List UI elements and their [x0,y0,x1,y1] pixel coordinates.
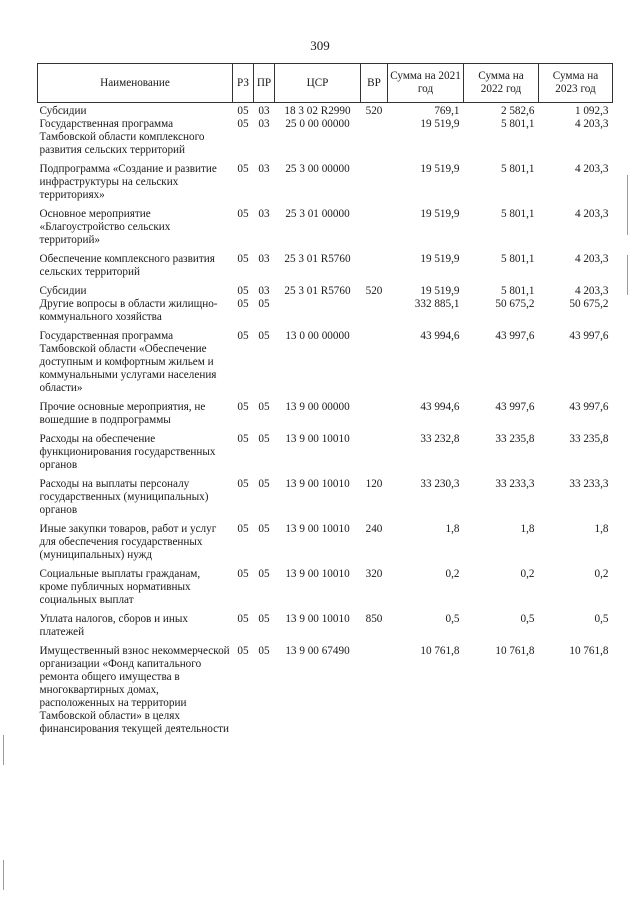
table-row [38,562,613,607]
row-vr: 320 [365,568,383,580]
row-sum-2023: 1 092,3 [574,105,609,117]
row-name: Социальные выплаты гражданам, кроме публичных нормативных социальных выплат [39,568,201,606]
row-name: Субсидии [39,285,87,297]
table-row [38,472,613,517]
page-number: 309 [310,38,330,53]
row-vr: 120 [365,478,383,490]
row-pr: 03 [258,163,270,175]
row-sum-2022: 2 582,6 [500,105,535,117]
header-sum-2022: Сумма на 2022 год [464,64,539,103]
row-sum-2021: 19 519,9 [420,253,460,265]
row-sum-2022: 43 997,6 [495,330,535,342]
table-row [38,639,613,736]
row-rz: 05 [237,253,249,265]
row-csr: 13 0 00 00000 [285,330,350,342]
row-pr: 05 [258,298,270,310]
row-csr [275,298,361,324]
row-csr: 25 3 01 R5760 [284,253,351,265]
table-row [38,279,613,298]
row-sum-2022: 5 801,1 [500,285,535,297]
row-sum-2023: 4 203,3 [574,285,609,297]
row-sum-2021: 0,2 [445,568,460,580]
budget-table [37,63,613,736]
row-sum-2021: 0,5 [445,613,460,625]
row-pr: 05 [258,523,270,535]
table-row [38,298,613,324]
row-sum-2022: 10 761,8 [495,645,535,657]
row-vr [361,298,388,324]
row-sum-2023: 4 203,3 [574,118,609,130]
row-vr [361,395,388,427]
header-name: Наименование [38,64,233,103]
row-csr: 25 0 00 00000 [285,118,350,130]
table-row [38,517,613,562]
row-pr: 03 [258,105,270,117]
row-rz: 05 [237,163,249,175]
row-pr: 05 [258,478,270,490]
row-name: Обеспечение комплексного развития сельских территорий [39,253,215,278]
scan-edge-mark [3,860,4,890]
row-sum-2021: 43 994,6 [420,401,460,413]
row-csr: 13 9 00 10010 [285,478,350,490]
row-rz: 05 [237,330,249,342]
row-name: Имущественный взнос некоммерческой организации «Фонд капитального ремонта общего имущества в многоквартирных домах, расположенных на территории Тамбовской области» в целях финансирования текущей деятельности [39,645,230,735]
row-csr: 25 3 01 R5760 [284,285,351,297]
row-sum-2022: 33 235,8 [495,433,535,445]
scan-edge-mark [3,735,4,765]
header-csr: ЦСР [275,64,361,103]
table-row [38,427,613,472]
row-vr [361,324,388,395]
row-csr: 13 9 00 10010 [285,613,350,625]
row-sum-2021: 10 761,8 [420,645,460,657]
row-sum-2023: 4 203,3 [574,253,609,265]
row-sum-2022: 5 801,1 [500,118,535,130]
row-name: Государственная программа Тамбовской области комплексного развития сельских территорий [39,118,205,156]
row-sum-2022: 1,8 [520,523,535,535]
row-vr [361,118,388,157]
row-rz: 05 [237,285,249,297]
row-sum-2023: 43 997,6 [569,401,609,413]
row-sum-2022: 0,2 [520,568,535,580]
row-pr: 05 [258,568,270,580]
row-pr: 03 [258,285,270,297]
row-sum-2021: 19 519,9 [420,285,460,297]
table-row [38,103,613,119]
row-rz: 05 [237,208,249,220]
row-name: Иные закупки товаров, работ и услуг для обеспечения государственных (муниципальных) нужд [39,523,217,561]
row-rz: 05 [237,523,249,535]
row-vr: 240 [365,523,383,535]
row-vr: 520 [365,285,383,297]
row-sum-2022: 5 801,1 [500,253,535,265]
row-pr: 05 [258,330,270,342]
row-sum-2023: 1,8 [594,523,609,535]
row-pr: 03 [258,208,270,220]
table-header-row [38,64,613,103]
row-sum-2022: 50 675,2 [495,298,535,310]
row-csr: 25 3 01 00000 [285,208,350,220]
table-row [38,157,613,202]
table-row [38,395,613,427]
row-csr: 13 9 00 10010 [285,433,350,445]
row-rz: 05 [237,298,249,310]
row-sum-2023: 33 235,8 [569,433,609,445]
row-sum-2021: 33 232,8 [420,433,460,445]
row-rz: 05 [237,568,249,580]
row-name: Подпрограмма «Создание и развитие инфраструктуры на сельских территориях» [39,163,217,201]
row-sum-2022: 0,5 [520,613,535,625]
row-sum-2022: 5 801,1 [500,163,535,175]
row-sum-2023: 43 997,6 [569,330,609,342]
row-name: Другие вопросы в области жилищно-коммунального хозяйства [39,298,218,323]
row-sum-2023: 4 203,3 [574,163,609,175]
row-sum-2021: 19 519,9 [420,208,460,220]
row-pr: 05 [258,613,270,625]
row-pr: 03 [258,118,270,130]
row-sum-2023: 0,2 [594,568,609,580]
row-csr: 13 9 00 10010 [285,568,350,580]
row-sum-2021: 1,8 [445,523,460,535]
row-rz: 05 [237,478,249,490]
scan-edge-mark [627,175,628,235]
row-csr: 13 9 00 10010 [285,523,350,535]
row-pr: 05 [258,433,270,445]
row-sum-2021: 19 519,9 [420,118,460,130]
row-sum-2021: 43 994,6 [420,330,460,342]
row-vr [361,202,388,247]
row-sum-2021: 332 885,1 [414,298,460,310]
row-vr [361,639,388,736]
header-rz: РЗ [233,64,254,103]
row-sum-2021: 33 230,3 [420,478,460,490]
row-name: Уплата налогов, сборов и иных платежей [39,613,189,638]
row-vr [361,157,388,202]
row-rz: 05 [237,645,249,657]
row-sum-2022: 33 233,3 [495,478,535,490]
row-csr: 13 9 00 67490 [285,645,350,657]
row-csr: 13 9 00 00000 [285,401,350,413]
header-vr: ВР [361,64,388,103]
row-rz: 05 [237,401,249,413]
row-vr [361,427,388,472]
row-vr: 850 [365,613,383,625]
table-row [38,607,613,639]
row-vr: 520 [365,105,383,117]
row-vr [361,247,388,279]
row-name: Расходы на обеспечение функционирования государственных органов [39,433,216,471]
row-sum-2021: 769,1 [434,105,460,117]
row-name: Основное мероприятие «Благоустройство сельских территорий» [39,208,171,246]
row-csr: 25 3 00 00000 [285,163,350,175]
row-sum-2023: 4 203,3 [574,208,609,220]
row-sum-2022: 5 801,1 [500,208,535,220]
row-sum-2023: 10 761,8 [569,645,609,657]
row-rz: 05 [237,433,249,445]
row-sum-2023: 33 233,3 [569,478,609,490]
row-csr: 18 3 02 R2990 [284,105,351,117]
row-pr: 05 [258,645,270,657]
table-row [38,118,613,157]
table-row [38,324,613,395]
table-row [38,202,613,247]
row-rz: 05 [237,105,249,117]
row-rz: 05 [237,613,249,625]
scan-edge-mark [627,255,628,295]
row-rz: 05 [237,118,249,130]
row-sum-2022: 43 997,6 [495,401,535,413]
header-sum-2023: Сумма на 2023 год [539,64,613,103]
row-pr: 03 [258,253,270,265]
row-sum-2023: 0,5 [594,613,609,625]
header-pr: ПР [254,64,275,103]
table-row [38,247,613,279]
header-sum-2021: Сумма на 2021 год [388,64,464,103]
row-name: Субсидии [39,105,87,117]
row-name: Государственная программа Тамбовской области «Обеспечение доступным и комфортным жильем и коммунальными услугами населения области» [39,330,217,394]
row-sum-2023: 50 675,2 [569,298,609,310]
row-name: Прочие основные мероприятия, не вошедшие в подпрограммы [39,401,206,426]
row-sum-2021: 19 519,9 [420,163,460,175]
row-pr: 05 [258,401,270,413]
row-name: Расходы на выплаты персоналу государственных (муниципальных) органов [39,478,209,516]
